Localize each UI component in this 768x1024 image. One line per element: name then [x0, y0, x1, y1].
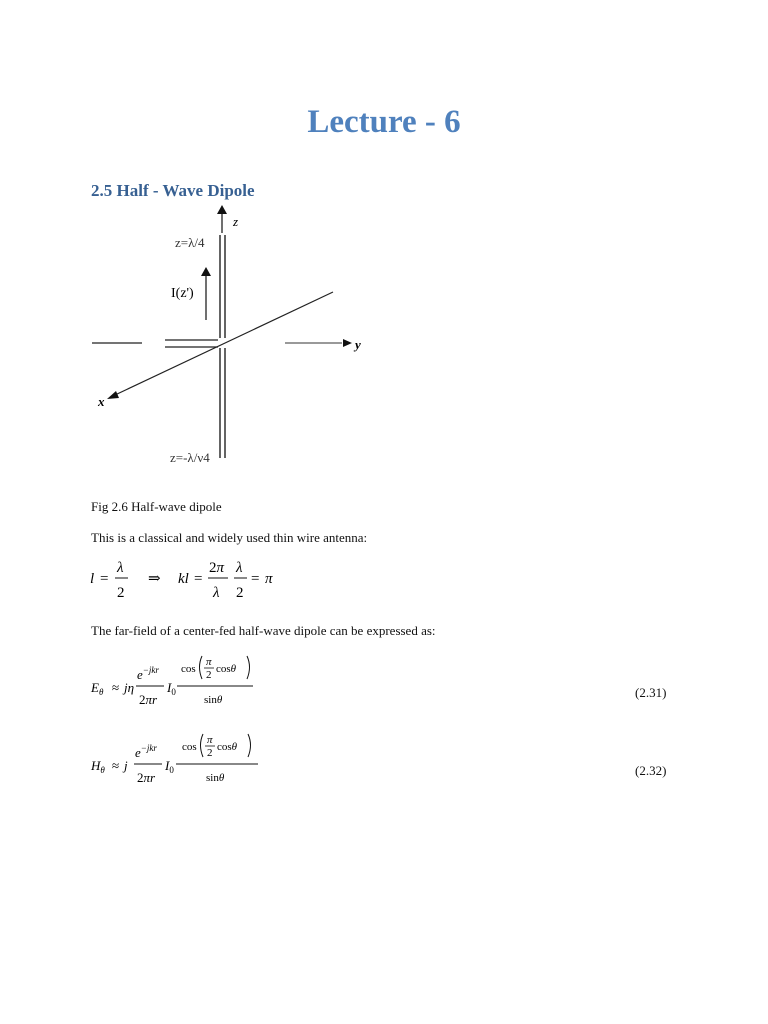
current-arrow [201, 267, 211, 276]
svg-text:e−jkr: $e^{-jkr}$ [135, 743, 157, 760]
y-axis-arrow [343, 339, 352, 347]
svg-text:⇒: ⇒ [148, 571, 161, 587]
svg-text:=: = [194, 571, 203, 587]
svg-text:π: π [207, 734, 213, 746]
svg-text:Eθ: $E_\theta$ [91, 680, 104, 697]
svg-text:2: 2 [206, 669, 212, 681]
e-field-equation-graphic [88, 648, 288, 723]
length-equation-graphic [88, 557, 308, 607]
svg-text:cos: cos [182, 741, 197, 753]
x-axis-arrow [107, 391, 119, 399]
equation-number-231: (2.31) [635, 685, 667, 700]
svg-text:I0: $I_0$ [165, 758, 174, 775]
svg-text:jη: jη [124, 680, 135, 695]
z-axis-label: z [233, 214, 239, 229]
svg-text:e−jkr: $e^{-jkr}$ [137, 665, 159, 682]
page-title: Lecture - 6 [307, 104, 461, 140]
y-axis-label: y [355, 337, 361, 352]
svg-text:l: l [90, 571, 95, 587]
svg-text:≈: ≈ [112, 758, 120, 773]
svg-text:=: = [251, 571, 260, 587]
h-field-equation [88, 726, 288, 806]
dipole-figure [85, 200, 385, 475]
svg-text:2: 2 [117, 585, 125, 601]
svg-text:cosθ: cosθ [216, 663, 237, 675]
svg-text:π: π [206, 656, 212, 668]
paragraph-intro: This is a classical and widely used thin wire antenna: [91, 530, 368, 545]
svg-text:sinθ: sinθ [206, 772, 225, 784]
svg-text:π: π [265, 571, 273, 587]
section-heading: 2.5 Half - Wave Dipole [91, 181, 255, 200]
svg-text:λ: λ [213, 585, 220, 601]
figure-caption: Fig 2.6 Half-wave dipole [91, 499, 222, 514]
svg-text:kl: kl [178, 571, 189, 587]
equation-number-232: (2.32) [635, 763, 667, 778]
svg-text:cos: cos [181, 663, 196, 675]
svg-text:sinθ: sinθ [204, 694, 223, 706]
svg-text:2πr: 2πr [137, 770, 156, 785]
h-field-equation-graphic [88, 726, 288, 801]
e-field-equation [88, 648, 288, 728]
paragraph-farfield: The far-field of a center-fed half-wave dipole can be expressed as: [91, 623, 436, 638]
dipole-diagram [85, 200, 385, 470]
bottom-length-label: z=-λ/ν4 [170, 450, 210, 465]
length-equation [88, 557, 308, 612]
top-length-label: z=λ/4 [175, 235, 205, 250]
svg-text:λ: λ [236, 560, 243, 576]
x-axis-label: x [98, 394, 105, 409]
svg-text:2πr: 2πr [139, 692, 158, 707]
svg-text:Hθ: $H_\theta$ [91, 758, 105, 775]
svg-text:j: j [124, 758, 128, 773]
svg-text:I0: $I_0$ [167, 680, 176, 697]
svg-text:2π: 2π [209, 560, 225, 576]
svg-text:cosθ: cosθ [217, 741, 238, 753]
svg-text:2: 2 [236, 585, 244, 601]
svg-text:λ: λ [117, 560, 124, 576]
svg-text:≈: ≈ [112, 680, 120, 695]
svg-text:2: 2 [207, 747, 213, 759]
current-label: I(z') [171, 286, 194, 301]
z-axis-arrow [217, 205, 227, 214]
svg-text:=: = [100, 571, 109, 587]
